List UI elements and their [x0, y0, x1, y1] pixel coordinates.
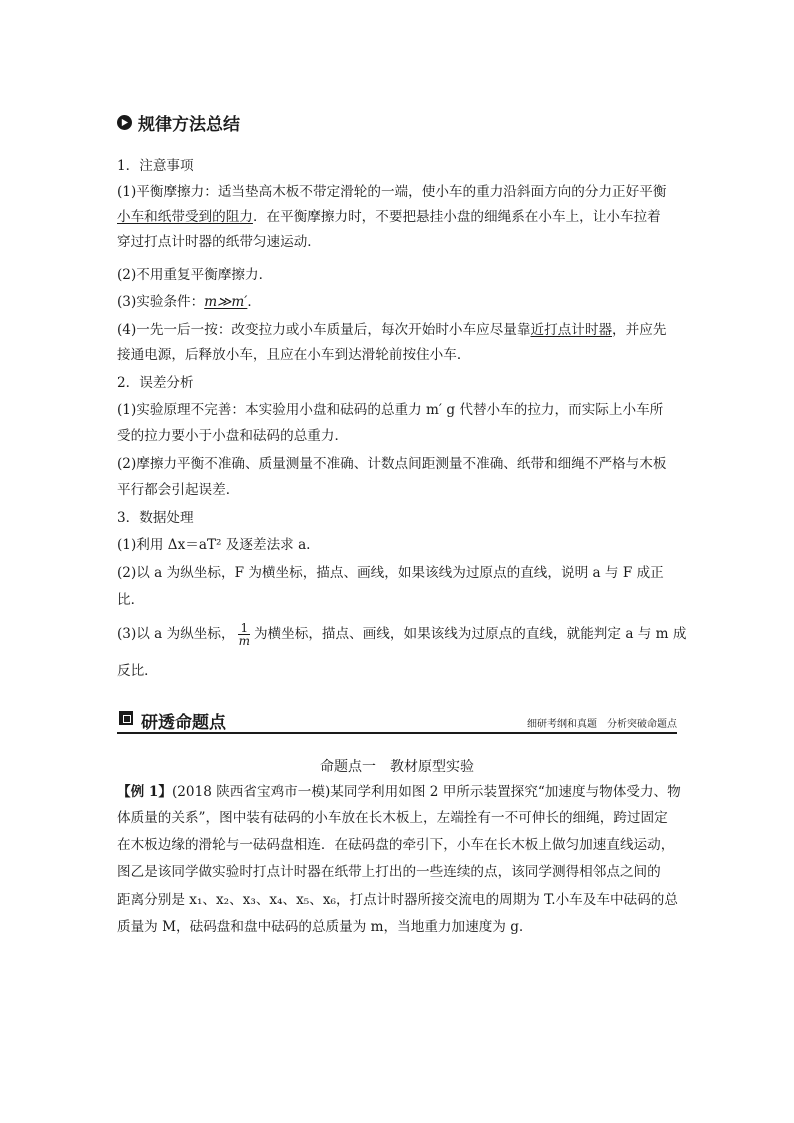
notes-p1-line2 [117, 208, 661, 226]
section-banner [117, 707, 677, 734]
fraction-denominator: m [238, 634, 250, 648]
text-span: 为横坐标，描点、画线，如果该线为过原点的直线，就能判定 a 与 m 成 [253, 626, 687, 642]
error-p2-line2: 平行都会引起误差． [117, 482, 240, 498]
fraction-numerator: 1 [240, 621, 249, 635]
data-p3-line1 [117, 622, 686, 647]
example-line4: 图乙是该同学做实验时打点计时器在纸带上打出的一些连续的点，该同学测得相邻点之间的 [117, 864, 661, 880]
text-span: (3)实验条件： [117, 294, 205, 310]
section-header [117, 110, 240, 135]
underlined-text: 小车和纸带受到的阻力 [117, 209, 253, 225]
error-p1-line1: (1)实验原理不完善：本实验用小盘和砝码的总重力 m′ g 代替小车的拉力，而实际上小车所 [117, 402, 664, 418]
notes-p3 [117, 293, 261, 311]
notes-p4-line1 [117, 321, 666, 339]
notes-p4-line2: 接通电源，后释放小车，且应在小车到达滑轮前按住小车． [117, 347, 471, 363]
topic-title: 命题点一 教材原型实验 [320, 759, 474, 775]
text-span: (3)以 a 为纵坐标， [117, 626, 235, 642]
example-line5: 距离分别是 x₁、x₂、x₃、x₄、x₅、x₆，打点计时器所接交流电的周期为 T.小车及车中砝码的总 [117, 892, 678, 908]
data-p2-line2: 比． [117, 592, 145, 608]
heading-notes: 1．注意事项 [117, 158, 194, 174]
heading-data: 3．数据处理 [117, 510, 194, 526]
underlined-text: 近打点计时器 [530, 322, 613, 338]
square-icon [119, 711, 133, 725]
section-title: 规律方法总结 [138, 115, 240, 135]
error-p1-line2: 受的拉力要小于小盘和砝码的总重力． [117, 428, 349, 444]
notes-p2: (2)不用重复平衡摩擦力． [117, 267, 273, 283]
data-p3-line2: 反比． [117, 663, 158, 679]
notes-p1-line3: 穿过打点计时器的纸带匀速运动． [117, 234, 321, 250]
data-p2-line1: (2)以 a 为纵坐标，F 为横坐标，描点、画线，如果该线为过原点的直线，说明 a 与 F 成正 [117, 565, 664, 581]
heading-error: 2．误差分析 [117, 375, 194, 391]
play-circle-icon [117, 115, 132, 130]
fraction [237, 622, 252, 647]
text-span: (2018 陕西省宝鸡市一模)某同学利用如图 2 甲所示装置探究“加速度与物体受力、物 [171, 784, 681, 800]
text-span: (4)一先一后一按：改变拉力或小车质量后，每次开始时小车应尽量靠 [117, 322, 531, 338]
text-span: ，并应先 [612, 322, 667, 338]
banner-title: 研透命题点 [141, 713, 226, 733]
text-span: ． [247, 294, 261, 310]
example-line2: 体质量的关系”，图中装有砝码的小车放在长木板上，左端拴有一不可伸长的细绳，跨过固定 [117, 810, 668, 826]
example-label: 【例 1】 [117, 784, 172, 800]
error-p2-line1: (2)摩擦力平衡不准确、质量测量不准确、计数点间距测量不准确、纸带和细绳不严格与木板 [117, 456, 667, 472]
underlined-formula: m≫m′ [204, 294, 248, 310]
example-line6: 质量为 M，砝码盘和盘中砝码的总质量为 m，当地重力加速度为 g. [117, 919, 524, 935]
notes-p1-line1: (1)平衡摩擦力：适当垫高木板不带定滑轮的一端，使小车的重力沿斜面方向的分力正好平衡 [117, 184, 667, 200]
example-line1 [117, 783, 681, 801]
banner-subtitle: 细研考纲和真题 分析突破命题点 [527, 719, 677, 730]
example-line3: 在木板边缘的滑轮与一砝码盘相连．在砝码盘的牵引下，小车在长木板上做匀加速直线运动， [117, 837, 675, 853]
data-p1: (1)利用 Δx＝aT² 及逐差法求 a. [117, 537, 311, 553]
text-span: ．在平衡摩擦力时，不要把悬挂小盘的细绳系在小车上，让小车拉着 [252, 209, 661, 225]
